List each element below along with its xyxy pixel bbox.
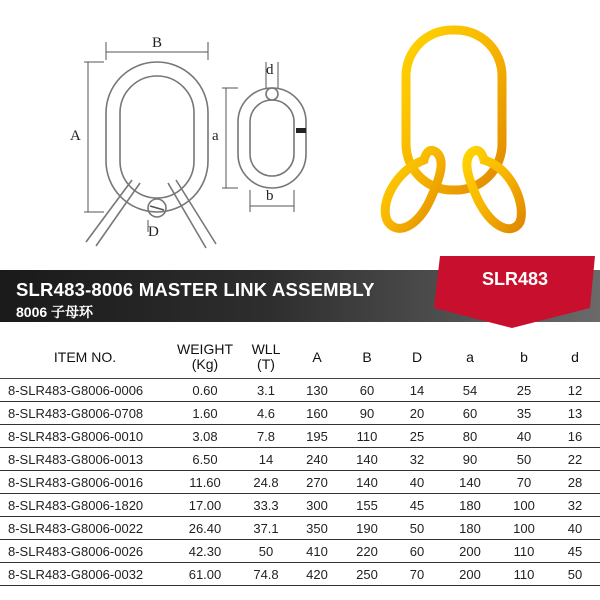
cell-b: 100 [498, 494, 550, 517]
table-row [0, 379, 600, 402]
cell-b: 25 [498, 379, 550, 402]
cell-A: 130 [292, 379, 342, 402]
cell-item-no: 8-SLR483-G8006-0016 [0, 471, 170, 494]
label-d: d [266, 62, 274, 78]
cell-B: 90 [342, 402, 392, 425]
cell-b: 110 [498, 540, 550, 563]
cell-d: 22 [550, 448, 600, 471]
header-D: D [392, 336, 442, 379]
cell-weight: 3.08 [170, 425, 240, 448]
cell-a: 200 [442, 540, 498, 563]
cell-A: 300 [292, 494, 342, 517]
cell-item-no: 8-SLR483-G8006-0022 [0, 517, 170, 540]
cell-wll: 4.6 [240, 402, 292, 425]
cell-B: 220 [342, 540, 392, 563]
table-row [0, 471, 600, 494]
sub-link-mark [296, 128, 306, 133]
cell-D: 14 [392, 379, 442, 402]
cell-B: 190 [342, 517, 392, 540]
table-body [0, 379, 600, 586]
cell-D: 60 [392, 540, 442, 563]
cell-weight: 17.00 [170, 494, 240, 517]
cell-d: 32 [550, 494, 600, 517]
page-subtitle: 8006 子母环 [16, 304, 94, 320]
table-row [0, 402, 600, 425]
page-title: SLR483-8006 MASTER LINK ASSEMBLY [16, 279, 375, 300]
label-D: D [148, 224, 159, 240]
cell-A: 420 [292, 563, 342, 586]
cell-item-no: 8-SLR483-G8006-0708 [0, 402, 170, 425]
table-row [0, 540, 600, 563]
cell-weight: 1.60 [170, 402, 240, 425]
cell-a: 60 [442, 402, 498, 425]
cell-A: 410 [292, 540, 342, 563]
cell-a: 54 [442, 379, 498, 402]
cell-A: 160 [292, 402, 342, 425]
cell-weight: 42.30 [170, 540, 240, 563]
cell-a: 200 [442, 563, 498, 586]
cell-item-no: 8-SLR483-G8006-1820 [0, 494, 170, 517]
cell-item-no: 8-SLR483-G8006-0026 [0, 540, 170, 563]
cell-D: 50 [392, 517, 442, 540]
cell-A: 195 [292, 425, 342, 448]
specification-table [0, 336, 600, 586]
label-b: b [266, 188, 274, 204]
cell-wll: 7.8 [240, 425, 292, 448]
header-b: b [498, 336, 550, 379]
sub-link-drawing [238, 88, 306, 188]
cell-b: 110 [498, 563, 550, 586]
product-code-tag [430, 256, 595, 328]
header-B: B [342, 336, 392, 379]
cell-A: 240 [292, 448, 342, 471]
cell-B: 155 [342, 494, 392, 517]
header-d: d [550, 336, 600, 379]
table-row [0, 425, 600, 448]
dimension-a [222, 88, 238, 188]
master-link-drawing [86, 62, 216, 248]
cell-D: 70 [392, 563, 442, 586]
cell-A: 270 [292, 471, 342, 494]
cell-wll: 33.3 [240, 494, 292, 517]
cell-d: 50 [550, 563, 600, 586]
cell-B: 140 [342, 471, 392, 494]
cell-d: 28 [550, 471, 600, 494]
cell-D: 45 [392, 494, 442, 517]
cell-d: 16 [550, 425, 600, 448]
cell-weight: 11.60 [170, 471, 240, 494]
cell-wll: 50 [240, 540, 292, 563]
cell-a: 140 [442, 471, 498, 494]
table-row [0, 448, 600, 471]
cell-D: 25 [392, 425, 442, 448]
product-photo [385, 30, 521, 229]
header-weight: WEIGHT (Kg) [170, 336, 240, 379]
table-row [0, 494, 600, 517]
cell-D: 20 [392, 402, 442, 425]
cell-d: 40 [550, 517, 600, 540]
header-item-no: ITEM NO. [0, 336, 170, 379]
cell-b: 35 [498, 402, 550, 425]
table-header-row [0, 336, 600, 379]
cell-b: 40 [498, 425, 550, 448]
cell-weight: 6.50 [170, 448, 240, 471]
cell-weight: 0.60 [170, 379, 240, 402]
label-A: A [70, 128, 81, 144]
cell-a: 180 [442, 517, 498, 540]
cell-a: 90 [442, 448, 498, 471]
cell-B: 250 [342, 563, 392, 586]
table-row [0, 563, 600, 586]
product-code-label: SLR483 [481, 269, 549, 289]
cell-b: 50 [498, 448, 550, 471]
cell-b: 100 [498, 517, 550, 540]
cell-B: 60 [342, 379, 392, 402]
table-row [0, 517, 600, 540]
cell-D: 32 [392, 448, 442, 471]
header-A: A [292, 336, 342, 379]
cell-B: 140 [342, 448, 392, 471]
header-wll: WLL (T) [240, 336, 292, 379]
cell-d: 12 [550, 379, 600, 402]
label-a: a [212, 128, 219, 144]
cell-wll: 37.1 [240, 517, 292, 540]
cell-a: 180 [442, 494, 498, 517]
technical-drawing [0, 0, 600, 262]
header-a: a [442, 336, 498, 379]
cell-a: 80 [442, 425, 498, 448]
label-B: B [152, 35, 163, 51]
cell-A: 350 [292, 517, 342, 540]
dimension-A [84, 62, 104, 212]
cell-wll: 74.8 [240, 563, 292, 586]
cell-d: 13 [550, 402, 600, 425]
cell-item-no: 8-SLR483-G8006-0032 [0, 563, 170, 586]
cell-item-no: 8-SLR483-G8006-0013 [0, 448, 170, 471]
cell-D: 40 [392, 471, 442, 494]
cell-d: 45 [550, 540, 600, 563]
cell-wll: 14 [240, 448, 292, 471]
cell-wll: 24.8 [240, 471, 292, 494]
cell-B: 110 [342, 425, 392, 448]
cell-wll: 3.1 [240, 379, 292, 402]
cell-item-no: 8-SLR483-G8006-0006 [0, 379, 170, 402]
cell-weight: 61.00 [170, 563, 240, 586]
cell-b: 70 [498, 471, 550, 494]
cell-item-no: 8-SLR483-G8006-0010 [0, 425, 170, 448]
cell-weight: 26.40 [170, 517, 240, 540]
product-illustration-area [0, 0, 600, 262]
